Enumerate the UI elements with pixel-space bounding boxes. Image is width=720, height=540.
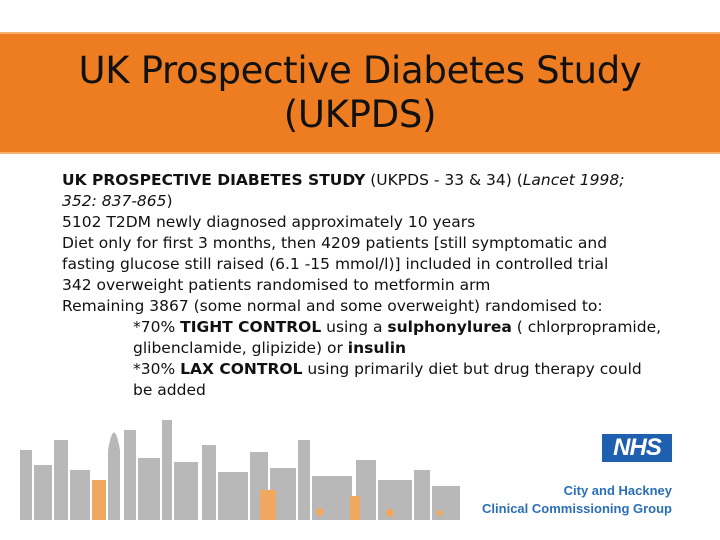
lax-control: *30% LAX CONTROL using primarily diet but drug therapy could be added (133, 360, 642, 399)
patient-count: 5102 T2DM newly diagnosed approximately 10 years (62, 213, 476, 231)
title-band (0, 32, 720, 154)
nhs-logo-text: NHS (613, 434, 661, 461)
org-line-2: Clinical Commissioning Group (482, 501, 672, 516)
metformin-arm: 342 overweight patients randomised to metformin arm (62, 276, 491, 294)
slide-body (62, 170, 662, 401)
tight-control: *70% TIGHT CONTROL using a sulphonylurea ( chlorpropramide, glibenclamide, glipizide) or insulin (133, 318, 662, 357)
randomisation: Remaining 3867 (some normal and some overweight) randomised to: (62, 297, 603, 315)
org-line-1: City and Hackney (563, 483, 672, 498)
organisation-name (482, 482, 672, 518)
city-skyline-illustration (20, 410, 460, 520)
slide-title-line-1: UK Prospective Diabetes Study (78, 49, 642, 92)
study-reference: UK PROSPECTIVE DIABETES STUDY (UKPDS - 33 & 34) (Lancet 1998; 352: 837-865) (62, 171, 625, 210)
slide-title-line-2: (UKPDS) (283, 93, 437, 136)
diet-phase: Diet only for first 3 months, then 4209 patients [still symptomatic and fasting glucose still raised (6.1 -15 mmol/l)] included in controlled trial (62, 234, 609, 273)
nhs-logo (602, 434, 672, 462)
